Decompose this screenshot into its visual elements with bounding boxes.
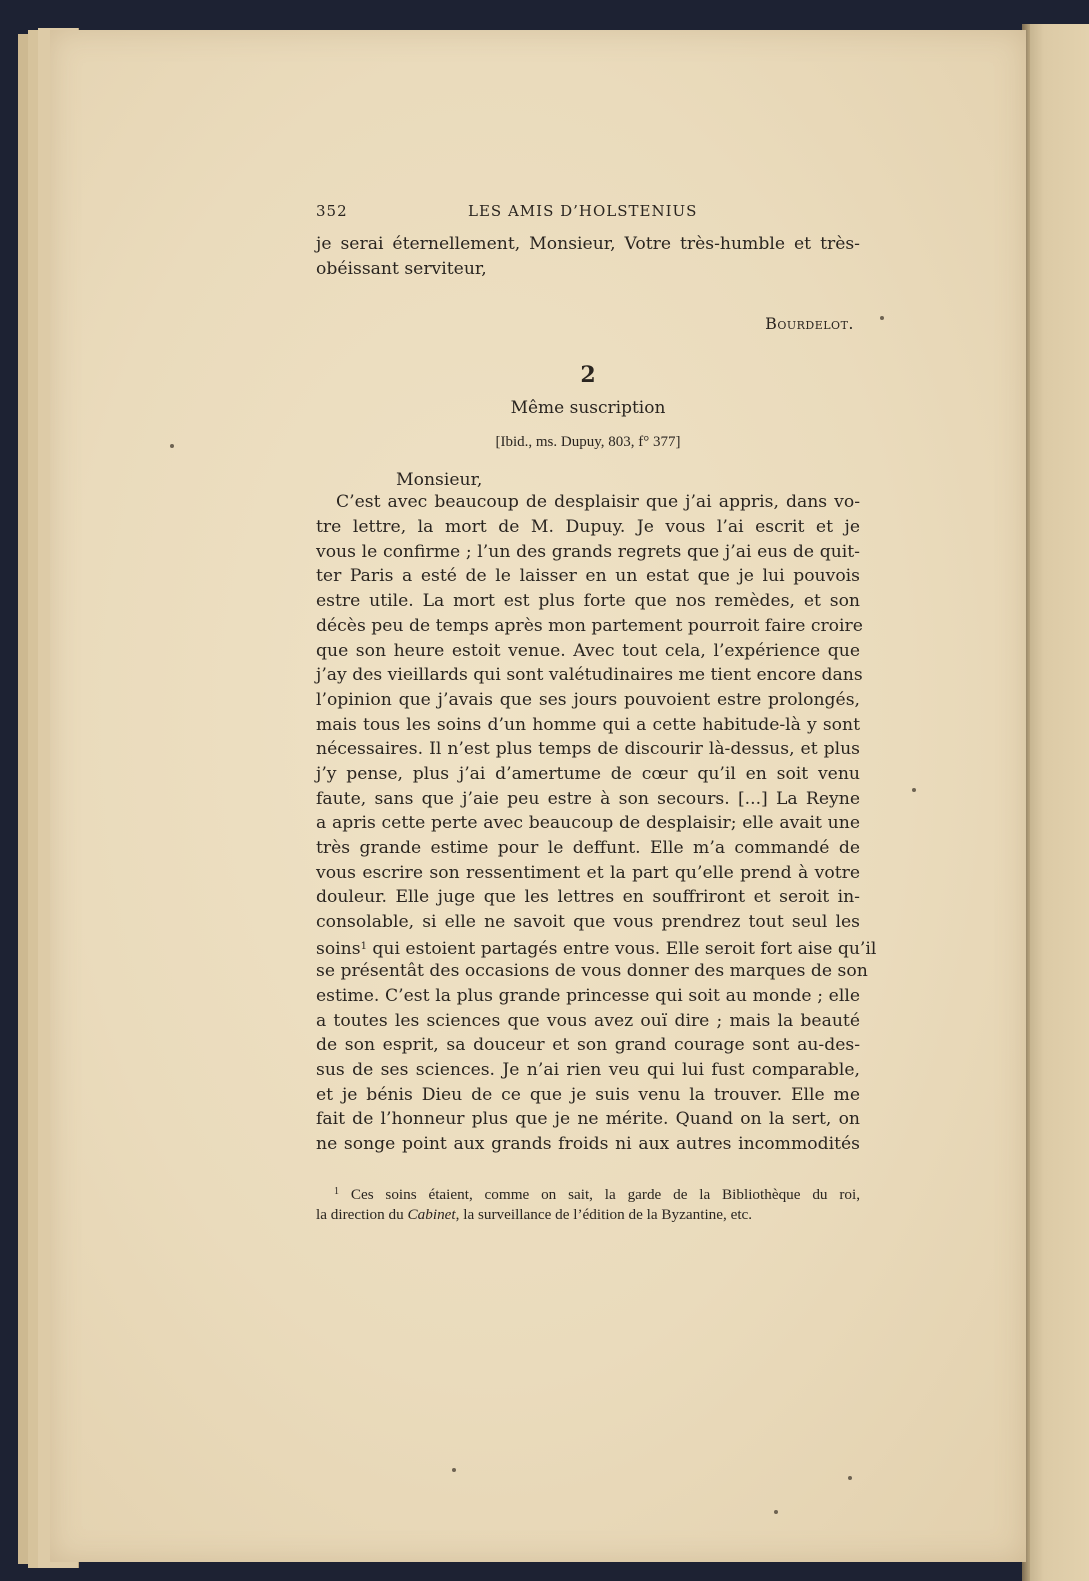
footnote-text: Ces soins étaient, comme on sait, la garde de la Bibliothèque du roi, <box>339 1186 860 1203</box>
footnote-marker: 1 <box>360 941 367 952</box>
text-line: consolable, si elle ne savoit que vous prendrez tout seul les <box>316 912 860 932</box>
text-line: obéissant serviteur, <box>316 259 487 279</box>
paper-speck <box>912 788 916 792</box>
text-line: se présentât des occasions de vous donner des marques de son <box>316 961 868 981</box>
text-line: vous le confirme ; l’un des grands regrets que j’ai eus de quit- <box>316 542 860 562</box>
text-line: que son heure estoit venue. Avec tout cela, l’expérience que <box>316 641 860 661</box>
text-line: estre utile. La mort est plus forte que nos remèdes, et son <box>316 591 860 611</box>
text-line: estime. C’est la plus grande princesse qui soit au monde ; elle <box>316 986 860 1006</box>
footnote-italic: Cabinet <box>407 1206 456 1223</box>
paper-speck <box>848 1476 852 1480</box>
text-line: fait de l’honneur plus que je ne mérite. Quand on la sert, on <box>316 1109 860 1129</box>
text-line: a apris cette perte avec beaucoup de desplaisir; elle avait une <box>316 813 860 833</box>
text-line: et je bénis Dieu de ce que je suis venu la trouver. Elle me <box>316 1085 860 1105</box>
signature: Bourdelot. <box>765 314 854 333</box>
page-number: 352 <box>316 202 348 220</box>
text-fragment: qui estoient partagés entre vous. Elle seroit fort aise qu’il <box>366 939 877 959</box>
text-line: je serai éternellement, Monsieur, Votre très-humble et très- <box>316 234 860 254</box>
running-head <box>316 200 860 224</box>
text-line: ter Paris a esté de le laisser en un estat que je lui pouvois <box>316 566 860 586</box>
text-fragment: soins <box>316 939 361 959</box>
running-title: LES AMIS D’HOLSTENIUS <box>468 202 698 220</box>
text-line: a toutes les sciences que vous avez ouï dire ; mais la beauté <box>316 1011 860 1031</box>
paper-speck <box>774 1510 778 1514</box>
text-line: vous escrire son ressentiment et la part qu’elle prend à votre <box>316 863 860 883</box>
text-line: l’opinion que j’avais que ses jours pouvoient estre prolongés, <box>316 690 860 710</box>
text-line: mais tous les soins d’un homme qui a cette habitude-là y sont <box>316 715 860 735</box>
text-line: décès peu de temps après mon partement pourroit faire croire <box>316 616 863 636</box>
paper-speck <box>170 444 174 448</box>
text-line: tre lettre, la mort de M. Dupuy. Je vous l’ai escrit et je <box>316 517 860 537</box>
letter-heading: Même suscription <box>510 398 666 418</box>
text-line: faute, sans que j’aie peu estre à son secours. [...] La Reyne <box>316 789 860 809</box>
book-page <box>50 30 1026 1562</box>
footnote-number: 1 <box>334 1186 339 1197</box>
text-line: j’ay des vieillards qui sont valétudinaires me tient encore dans <box>316 665 863 685</box>
text-line: j’y pense, plus j’ai d’amertume de cœur qu’il en soit venu <box>316 764 860 784</box>
footnote-text: la direction du <box>316 1206 408 1223</box>
footnote-line <box>316 1203 860 1226</box>
text-line: très grande estime pour le deffunt. Elle m’a commandé de <box>316 838 860 858</box>
text-line: douleur. Elle juge que les lettres en souffriront et seroit in- <box>316 887 860 907</box>
text-line: ne songe point aux grands froids ni aux autres incommodités <box>316 1134 860 1154</box>
text-line-with-footnote <box>316 935 877 962</box>
letter-number: 2 <box>580 362 596 388</box>
paper-speck <box>880 316 884 320</box>
text-line: C’est avec beaucoup de desplaisir que j’ai appris, dans vo- <box>336 492 860 512</box>
paper-speck <box>452 1468 456 1472</box>
facing-page-edge <box>1025 24 1089 1581</box>
manuscript-reference: [Ibid., ms. Dupuy, 803, f° 377] <box>495 434 681 450</box>
salutation: Monsieur, <box>396 470 483 490</box>
text-line: de son esprit, sa douceur et son grand courage sont au-des- <box>316 1035 860 1055</box>
text-line: sus de ses sciences. Je n’ai rien veu qui lui fust comparable, <box>316 1060 860 1080</box>
footnote-text: , la surveillance de l’édition de la Byzantine, etc. <box>455 1206 753 1223</box>
text-line: nécessaires. Il n’est plus temps de discourir là-dessus, et plus <box>316 739 860 759</box>
